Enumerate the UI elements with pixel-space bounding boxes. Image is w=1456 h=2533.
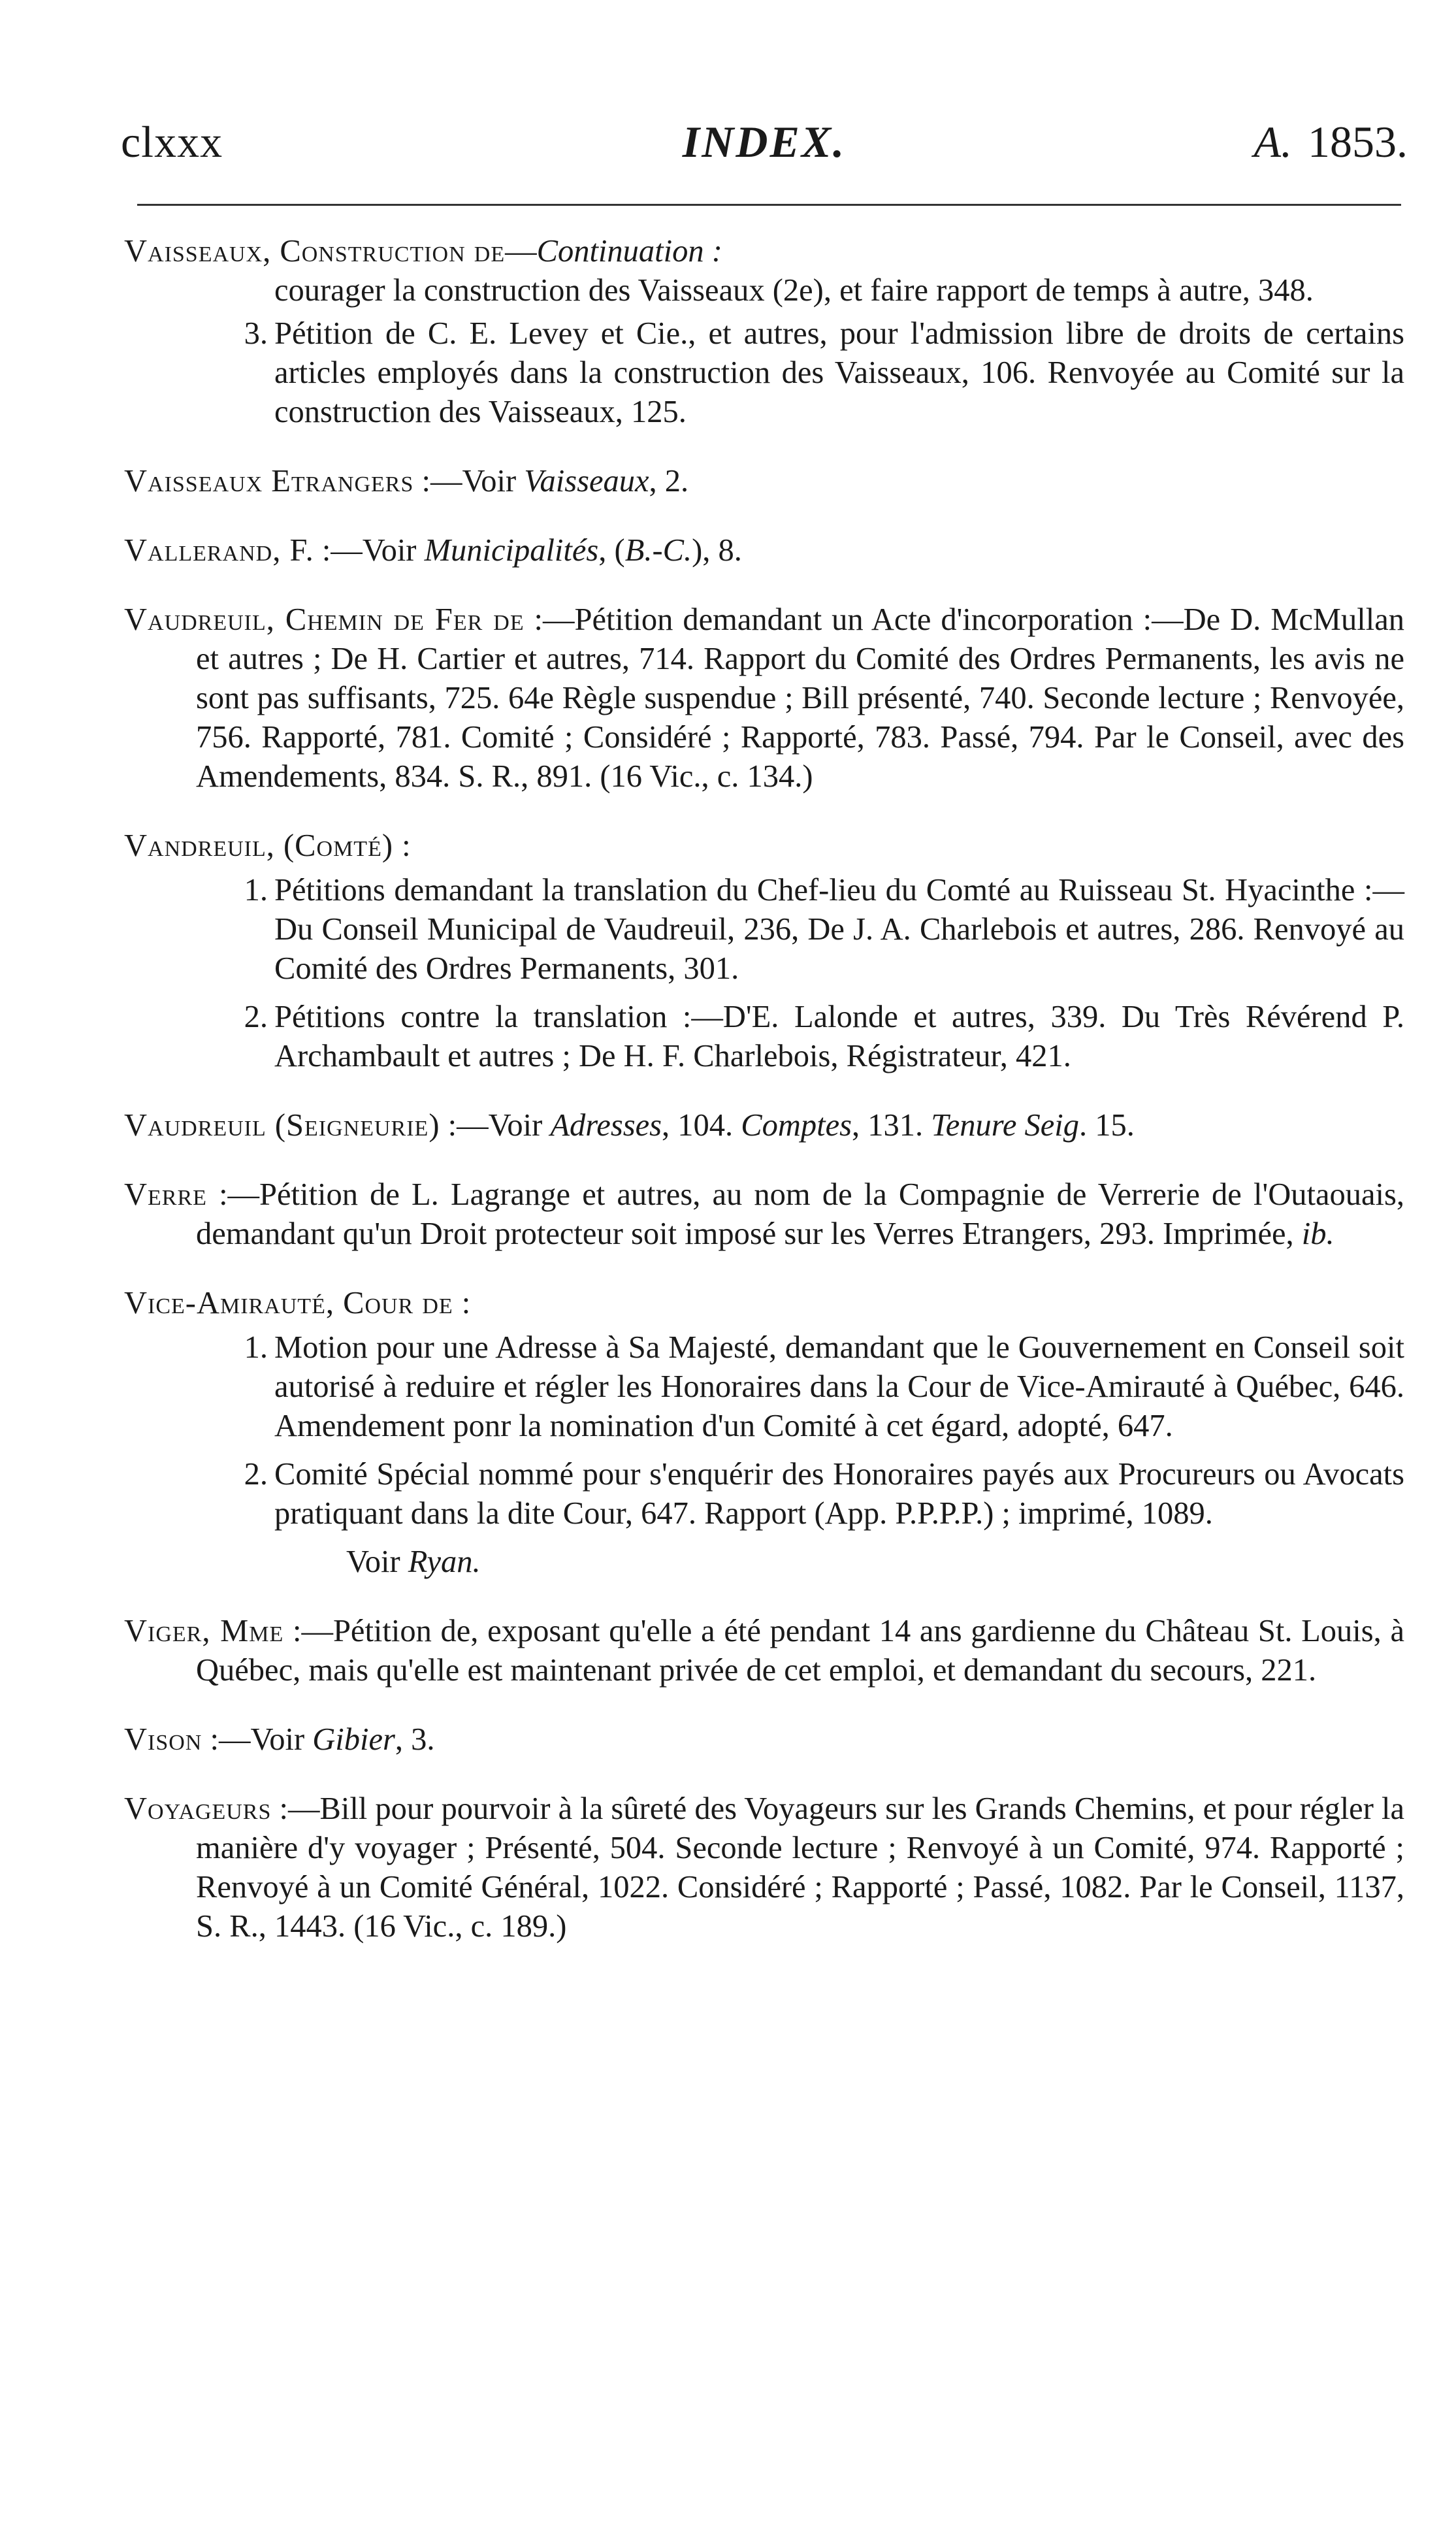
entry-heading: Vice-Amirauté, Cour de : <box>124 1286 472 1320</box>
entry-heading: Vandreuil, (Comté) : <box>124 828 412 863</box>
entry-vaudreuil-comte <box>124 826 1404 1076</box>
list-item: 3. Pétition de C. E. Levey et Cie., et autres, pour l'admission libre de droits de certains articles employés dans la construction des Vaisseaux, 106. Renvoyée au Comité sur la construction des Vaisseaux, 125. <box>244 316 1404 429</box>
running-head <box>121 116 1408 175</box>
entry-heading: Vaisseaux, Construction de—Continuation : <box>124 234 722 269</box>
see-also: Voir Ryan. <box>346 1544 481 1579</box>
index-body <box>124 232 1404 1976</box>
entry-vaudreuil-seigneurie: Vaudreuil (Seigneurie) :—Voir Adresses, 104. Comptes, 131. Tenure Seig. 15. <box>124 1108 1135 1143</box>
header-rule <box>137 204 1401 206</box>
year-number: 1853. <box>1308 117 1408 167</box>
year-letter: A. <box>1254 117 1292 167</box>
entry-vice-amiraute <box>124 1284 1404 1582</box>
entry-vallerand: Vallerand, F. :—Voir Municipalités, (B.-C.), 8. <box>124 533 742 568</box>
page-folio: clxxx <box>121 117 223 167</box>
entry-vaudreuil-chemin-de-fer: Vaudreuil, Chemin de Fer de :—Pétition demandant un Acte d'incorporation :—De D. McMullan et autres ; De H. Cartier et autres, 714. Rapport du Comité des Ordres Permanents, les avis ne sont pas suffisants, 725. 64e Règle suspendue ; Bill présenté, 740. Seconde lecture ; Renvoyée, 756. Rapporté, 781. Comité ; Considéré ; Rapporté, 783. Passé, 794. Par le Conseil, avec des Amendements, 834. S. R., 891. (16 Vic., c. 134.) <box>124 602 1404 794</box>
list-item: 2. Pétitions contre la translation :—D'E. Lalonde et autres, 339. Du Très Révérend P. Archambault et autres ; De H. F. Charlebois, Régistrateur, 421. <box>244 1000 1404 1073</box>
entry-verre: Verre :—Pétition de L. Lagrange et autres, au nom de la Compagnie de Verrerie de l'Outaouais, demandant qu'un Droit protecteur soit imposé sur les Verres Etrangers, 293. Imprimée, ib. <box>124 1177 1404 1251</box>
entry-vaisseaux-etrangers: Vaisseaux Etrangers :—Voir Vaisseaux, 2. <box>124 464 689 498</box>
page-year <box>1254 116 1408 168</box>
entry-vison: Vison :—Voir Gibier, 3. <box>124 1722 435 1757</box>
list-item: 1. Motion pour une Adresse à Sa Majesté, demandant que le Gouvernement en Conseil soit autorisé à reduire et régler les Honoraires dans la Cour de Vice-Amirauté à Québec, 646. Amendement ponr la nomination d'un Comité à cet égard, adopté, 647. <box>244 1330 1404 1443</box>
list-item: 1. Pétitions demandant la translation du Chef-lieu du Comté au Ruisseau St. Hyacinthe :—Du Conseil Municipal de Vaudreuil, 236, De J. A. Charlebois et autres, 286. Renvoyé au Comité des Ordres Permanents, 301. <box>244 873 1404 986</box>
entry-voyageurs: Voyageurs :—Bill pour pourvoir à la sûreté des Voyageurs sur les Grands Chemins, et pour régler la manière d'y voyager ; Présenté, 504. Seconde lecture ; Renvoyé à un Comité, 974. Rapporté ; Renvoyé à un Comité Général, 1022. Considéré ; Rapporté ; Passé, 1082. Par le Conseil, 1137, S. R., 1443. (16 Vic., c. 189.) <box>124 1791 1404 1944</box>
entry-vaisseaux-construction <box>124 232 1404 432</box>
page-title: INDEX. <box>682 117 847 167</box>
list-item: 2. Comité Spécial nommé pour s'enquérir des Honoraires payés aux Procureurs ou Avocats pratiquant dans la dite Cour, 647. Rapport (App. P.P.P.P.) ; imprimé, 1089. <box>244 1457 1404 1531</box>
continued-text: courager la construction des Vaisseaux (2e), et faire rapport de temps à autre, 348. <box>274 273 1314 308</box>
entry-viger: Viger, Mme :—Pétition de, exposant qu'elle a été pendant 14 ans gardienne du Château St. Louis, à Québec, mais qu'elle est maintenant privée de cet emploi, et demandant du secours, 221. <box>124 1614 1404 1688</box>
